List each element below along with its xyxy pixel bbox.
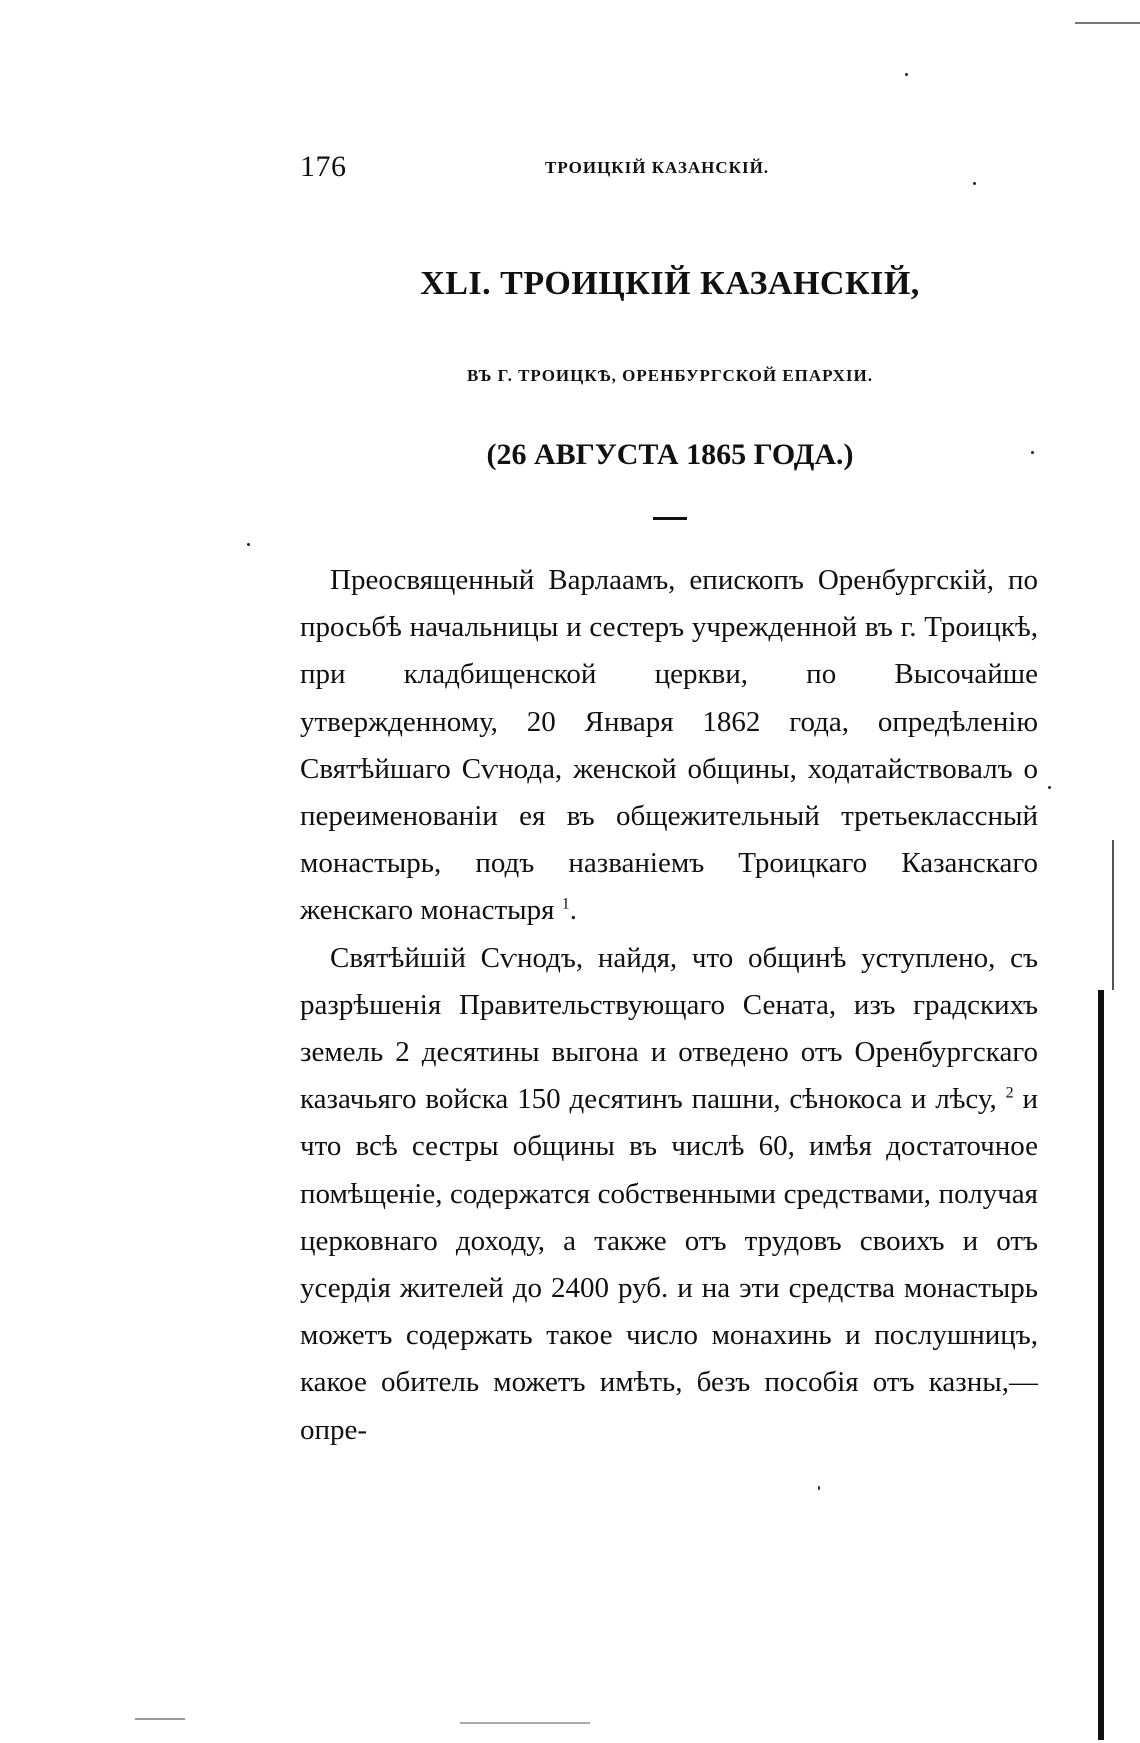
running-header [300,150,800,190]
paragraph-2-text-part2: и что всѣ сестры общины въ числѣ 60, имѣя достаточное помѣщеніе, содержатся собственными средствами, получая церковнаго доходу, а также отъ трудовъ своихъ и отъ усердія жителей до 2400 руб. и на эти средства монастырь можетъ содержать такое число монахинь и послушницъ, какое обитель можетъ имѣть, безъ пособія отъ казны,—опре- [300,1083,1039,1446]
footnote-ref-2: 2 [1005,1084,1014,1102]
bottom-center-mark [460,1722,590,1724]
bottom-left-mark [135,1718,185,1720]
page-edge-line [1098,990,1104,1740]
scan-speck [973,182,976,185]
scan-speck [1048,786,1051,789]
scan-speck [247,543,250,546]
separator-rule [653,517,687,520]
scan-speck [905,73,908,76]
footnote-ref-1: 1 [561,895,570,913]
paragraph-2 [300,935,1038,1454]
paragraph-2-text-part1: Святѣйшій Сѵнодъ, найдя, что общинѣ уступлено, съ разрѣшенія Правительствующаго Сената, изъ градскихъ земель 2 десятины выгона и отведено отъ Оренбургскаго казачьяго войска 150 десятинъ пашни, сѣнокоса и лѣсу, [300,941,1038,1116]
scan-speck [1031,451,1034,454]
scan-speck [818,1486,820,1490]
page-edge-line-faint [1112,840,1114,990]
page-number: 176 [300,150,347,183]
chapter-subtitle: ВЪ Г. ТРОИЦКѢ, ОРЕНБУРГСКОЙ ЕПАРХІИ. [466,366,873,385]
body-text [300,557,1038,1454]
paragraph-1-text: Преосвященный Варлаамъ, епископъ Оренбургскій, по просьбѣ начальницы и сестеръ учрежденной въ г. Троицкѣ, при кладбищенской церкви, по Высочайше утвержденному, 20 Января 1862 года, опредѣленію Святѣйшаго Сѵнода, женской общины, ходатайствовалъ о переименованіи ея въ общежительный третьеклассный монастырь, подъ названіемъ Троицкаго Казанскаго женскаго монастыря [300,564,1038,927]
paragraph-1 [300,557,1038,935]
running-title: ТРОИЦКІЙ КАЗАНСКІЙ. [545,158,770,177]
top-edge-line [1075,22,1140,24]
chapter-title: XLI. ТРОИЦКІЙ КАЗАНСКІЙ, [420,265,920,302]
chapter-date: (26 АВГУСТА 1865 ГОДА.) [486,438,854,471]
paragraph-1-end: . [569,894,577,927]
